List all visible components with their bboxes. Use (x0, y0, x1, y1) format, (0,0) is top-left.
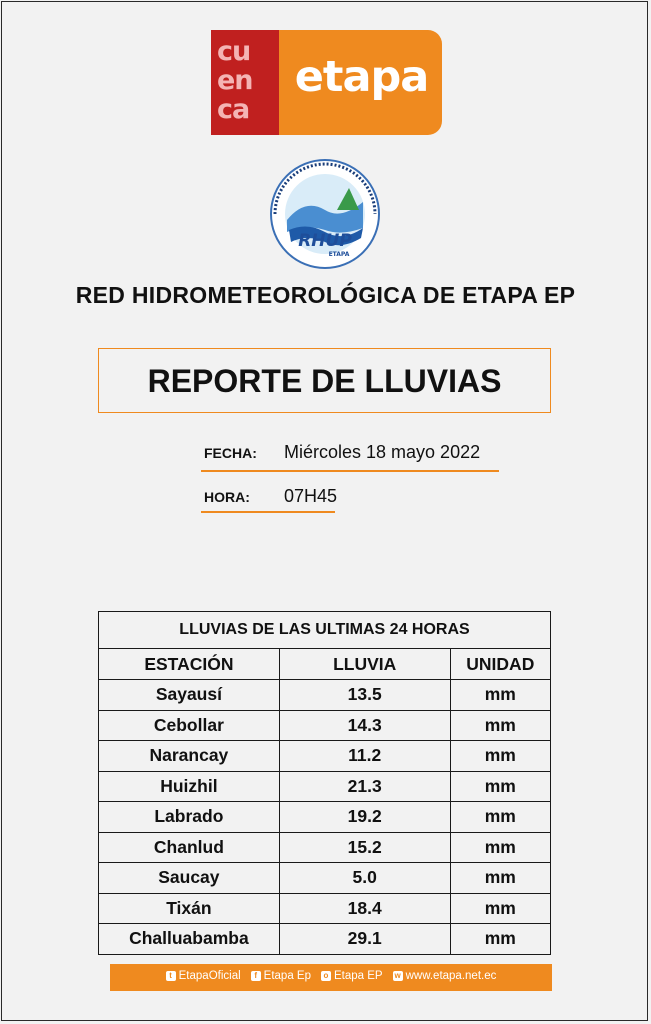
emblem-sub: ETAPA (328, 251, 350, 258)
table-row (99, 832, 551, 863)
logo-stack-line: ca (217, 94, 250, 125)
cell-unit: mm (450, 710, 550, 741)
cell-rain: 11.2 (279, 741, 450, 772)
cell-station: Tixán (99, 893, 280, 924)
cell-rain: 13.5 (279, 680, 450, 711)
cell-station: Chanlud (99, 832, 280, 863)
table-row (99, 741, 551, 772)
logo-wordmark: etapa (294, 52, 429, 102)
table-caption: LLUVIAS DE LAS ULTIMAS 24 HORAS (99, 612, 551, 649)
instagram-icon: o (321, 971, 331, 981)
rhup-emblem-icon (267, 158, 383, 270)
emblem-name: RHUP (298, 231, 352, 251)
date-label: FECHA: (204, 445, 257, 461)
cell-station: Saucay (99, 863, 280, 894)
social-label: EtapaOficial (178, 970, 241, 982)
logo-orange-block (279, 30, 442, 135)
column-header-rain: LLUVIA (279, 649, 450, 680)
social-label: Etapa Ep (263, 970, 311, 982)
logo-red-block (211, 30, 279, 135)
table-row (99, 863, 551, 894)
logo-stack-line: cu (217, 36, 251, 67)
web-icon: w (394, 971, 401, 980)
date-value: Miércoles 18 mayo 2022 (284, 442, 481, 462)
table-row (99, 680, 551, 711)
cell-unit: mm (450, 863, 550, 894)
social-link[interactable] (251, 970, 311, 982)
cell-station: Cebollar (99, 710, 280, 741)
time-label: HORA: (204, 489, 250, 505)
social-label: www.etapa.net.ec (405, 970, 497, 982)
time-underline (201, 511, 335, 513)
table-row (99, 893, 551, 924)
cell-unit: mm (450, 741, 550, 772)
social-label: Etapa EP (333, 970, 383, 982)
cell-station: Sayausí (99, 680, 280, 711)
twitter-icon: t (166, 971, 176, 981)
social-footer-bar (110, 964, 552, 991)
time-value: 07H45 (284, 486, 338, 506)
report-title: REPORTE DE LLUVIAS (147, 363, 502, 399)
table-row (99, 771, 551, 802)
social-link[interactable] (321, 970, 383, 982)
cell-station: Narancay (99, 741, 280, 772)
column-header-station: ESTACIÓN (99, 649, 280, 680)
cell-unit: mm (450, 771, 550, 802)
logo-stack-line: en (217, 65, 253, 96)
social-link[interactable] (166, 970, 241, 982)
column-header-unit: UNIDAD (450, 649, 550, 680)
table-row (99, 924, 551, 955)
cell-rain: 21.3 (279, 771, 450, 802)
logo-stacked-text (217, 38, 277, 125)
cell-rain: 19.2 (279, 802, 450, 833)
facebook-icon: f (251, 971, 261, 981)
cell-rain: 15.2 (279, 832, 450, 863)
cell-rain: 18.4 (279, 893, 450, 924)
cell-unit: mm (450, 680, 550, 711)
cell-unit: mm (450, 893, 550, 924)
cell-rain: 14.3 (279, 710, 450, 741)
social-link[interactable] (393, 970, 497, 982)
cell-unit: mm (450, 832, 550, 863)
cell-rain: 29.1 (279, 924, 450, 955)
cell-station: Challuabamba (99, 924, 280, 955)
rainfall-table (98, 611, 551, 955)
table-row (99, 710, 551, 741)
cell-unit: mm (450, 924, 550, 955)
cell-rain: 5.0 (279, 863, 450, 894)
cell-station: Huizhil (99, 771, 280, 802)
cell-station: Labrado (99, 802, 280, 833)
table-row (99, 802, 551, 833)
report-title-box (98, 348, 551, 413)
organization-title: RED HIDROMETEOROLÓGICA DE ETAPA EP (75, 282, 576, 308)
etapa-logo (211, 30, 442, 135)
date-underline (201, 470, 499, 472)
cell-unit: mm (450, 802, 550, 833)
